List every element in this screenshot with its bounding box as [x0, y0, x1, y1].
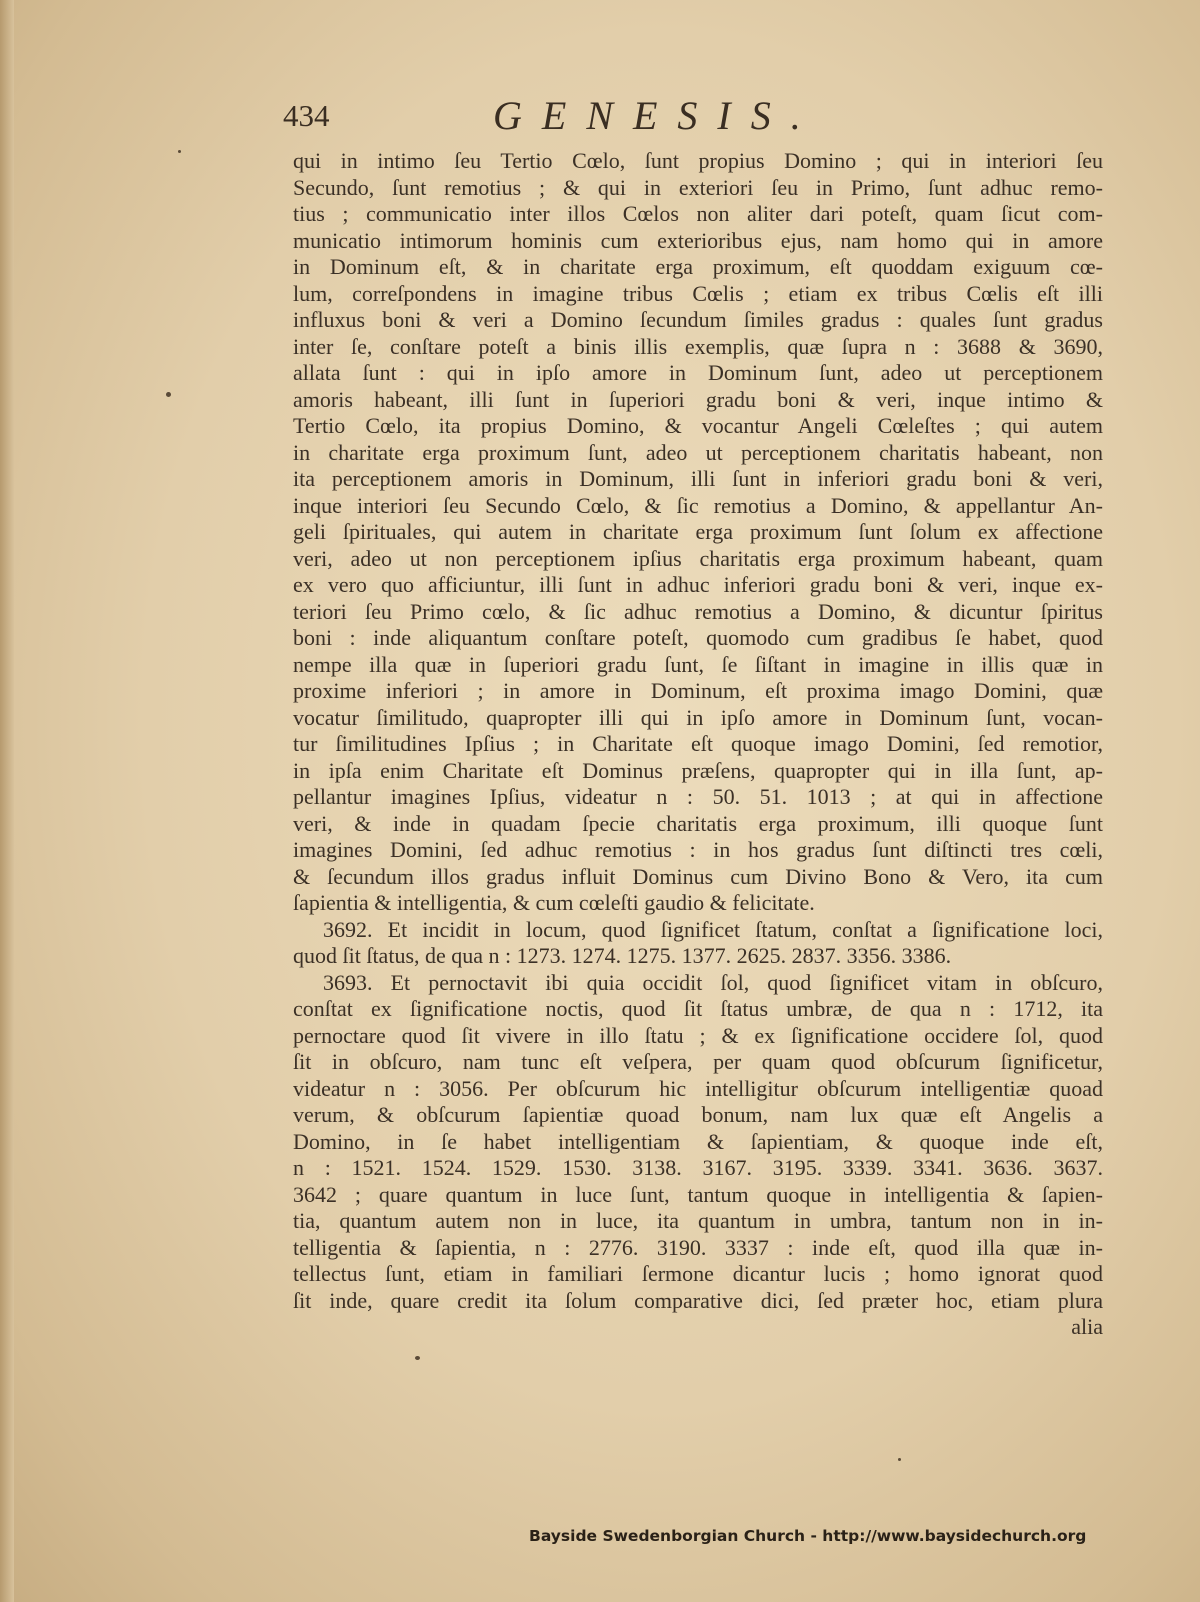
text-line: geli ſpirituales, qui autem in charitate erga proximum ſunt ſolum ex affectione: [293, 519, 1103, 544]
text-line: Domino, in ſe habet intelligentiam & ſapientiam, & quoque inde eſt,: [293, 1128, 1103, 1154]
catchword: alia: [1071, 1314, 1103, 1339]
text-line: teriori ſeu Primo cœlo, & ſic adhuc remotius a Domino, & dicuntur ſpiritus: [293, 598, 1103, 624]
text-line: tur ſimilitudines Ipſius ; in Charitate eſt quoque imago Domini, ſed remotior,: [293, 731, 1103, 756]
ink-speck: [415, 1356, 420, 1360]
page-header: [283, 92, 1103, 142]
running-title: GENESIS.: [493, 93, 821, 138]
text-line: boni : inde aliquantum conſtare poteſt, quomodo cum gradibus ſe habet, quod: [293, 625, 1103, 650]
text-line: 3692. Et incidit in locum, quod ſignificet ſtatum, conſtat a ſignificatione loci,: [323, 916, 1103, 942]
text-line: municatio intimorum hominis cum exterioribus ejus, nam homo qui in amore: [293, 227, 1103, 253]
text-line: Secundo, ſunt remotius ; & qui in exteriori ſeu in Primo, ſunt adhuc remo-: [293, 174, 1103, 200]
text-line: tellectus ſunt, etiam in familiari ſermone dicantur lucis ; homo ignorat quod: [293, 1261, 1103, 1286]
footer-watermark: Bayside Swedenborgian Church - http://www.baysidechurch.org: [529, 1527, 1087, 1545]
text-line: in charitate erga proximum ſunt, adeo ut perceptionem charitatis habeant, non: [293, 439, 1103, 465]
text-line: imagines Domini, ſed adhuc remotius : in hos gradus ſunt diſtincti tres cœli,: [293, 837, 1103, 862]
text-line: quod ſit ſtatus, de qua n : 1273. 1274. 1275. 1377. 2625. 2837. 3356. 3386.: [293, 943, 952, 968]
text-line: n : 1521. 1524. 1529. 1530. 3138. 3167. 3195. 3339. 3341. 3636. 3637.: [293, 1155, 1103, 1180]
text-line: tia, quantum autem non in luce, ita quantum in umbra, tantum non in in-: [293, 1208, 1103, 1233]
text-line: 3642 ; quare quantum in luce ſunt, tantum quoque in intelligentia & ſapien-: [293, 1181, 1103, 1207]
text-line: & ſecundum illos gradus influit Dominus cum Divino Bono & Vero, ita cum: [293, 863, 1103, 889]
text-line: allata ſunt : qui in ipſo amore in Dominum ſunt, adeo ut perceptionem: [293, 360, 1103, 385]
text-line: nempe illa quæ in ſuperiori gradu ſunt, ſe ſiſtant in imagine in illis quæ in: [293, 651, 1103, 677]
text-line: qui in intimo ſeu Tertio Cœlo, ſunt propius Domino ; qui in interiori ſeu: [293, 148, 1103, 173]
text-line: veri, adeo ut non perceptionem ipſius charitatis erga proximum habeant, quam: [293, 545, 1103, 571]
text-line: conſtat ex ſignificatione noctis, quod ſit ſtatus umbræ, de qua n : 1712, ita: [293, 996, 1103, 1021]
text-line: ita perceptionem amoris in Dominum, illi ſunt in inferiori gradu boni & veri,: [293, 466, 1103, 491]
text-line: inter ſe, conſtare poteſt a binis illis exemplis, quæ ſupra n : 3688 & 3690,: [293, 333, 1103, 359]
text-line: ſit inde, quare credit ita ſolum comparative dici, ſed præter hoc, etiam plura: [293, 1287, 1103, 1313]
page-spine-shadow: [0, 0, 14, 1602]
text-line: in Dominum eſt, & in charitate erga proximum, eſt quoddam exiguum cœ-: [293, 254, 1103, 279]
text-line: telligentia & ſapientia, n : 2776. 3190. 3337 : inde eſt, quod illa quæ in-: [293, 1234, 1103, 1260]
text-line: tius ; communicatio inter illos Cœlos non aliter dari poteſt, quam ſicut com-: [293, 201, 1103, 226]
text-line: vocatur ſimilitudo, quapropter illi qui in ipſo amore in Dominum ſunt, vocan-: [293, 704, 1103, 730]
text-line: ſapientia & intelligentia, & cum cœleſti gaudio & felicitate.: [293, 890, 815, 915]
text-line: amoris habeant, illi ſunt in ſuperiori gradu boni & veri, inque intimo &: [293, 386, 1103, 412]
ink-speck: [178, 150, 181, 153]
page-number: 434: [283, 98, 330, 133]
text-line: lum, correſpondens in imagine tribus Cœlis ; etiam ex tribus Cœlis eſt illi: [293, 280, 1103, 306]
text-line: ex vero quo afficiuntur, illi ſunt in adhuc inferiori gradu boni & veri, inque ex-: [293, 572, 1103, 597]
body-text: [293, 148, 1103, 1341]
text-line: pellantur imagines Ipſius, videatur n : 50. 51. 1013 ; at qui in affectione: [293, 784, 1103, 809]
text-line: influxus boni & veri a Domino ſecundum ſimiles gradus : quales ſunt gradus: [293, 307, 1103, 332]
text-line: inque interiori ſeu Secundo Cœlo, & ſic remotius a Domino, & appellantur An-: [293, 492, 1103, 518]
text-line: pernoctare quod ſit vivere in illo ſtatu ; & ex ſignificatione occidere ſol, quod: [293, 1022, 1103, 1048]
ink-speck: [166, 392, 171, 397]
text-line: proxime inferiori ; in amore in Dominum, eſt proxima imago Domini, quæ: [293, 678, 1103, 703]
ink-speck: [898, 1458, 901, 1461]
text-line: verum, & obſcurum ſapientiæ quoad bonum, nam lux quæ eſt Angelis a: [293, 1102, 1103, 1127]
text-line: ſit in obſcuro, nam tunc eſt veſpera, per quam quod obſcurum ſignificetur,: [293, 1049, 1103, 1074]
text-line: videatur n : 3056. Per obſcurum hic intelligitur obſcurum intelligentiæ quoad: [293, 1075, 1103, 1101]
text-line: veri, & inde in quadam ſpecie charitatis erga proximum, illi quoque ſunt: [293, 810, 1103, 836]
text-line: in ipſa enim Charitate eſt Dominus præſens, quapropter qui in illa ſunt, ap-: [293, 757, 1103, 783]
text-line: 3693. Et pernoctavit ibi quia occidit ſol, quod ſignificet vitam in obſcuro,: [323, 969, 1103, 995]
text-line: Tertio Cœlo, ita propius Domino, & vocantur Angeli Cœleſtes ; qui autem: [293, 413, 1103, 438]
